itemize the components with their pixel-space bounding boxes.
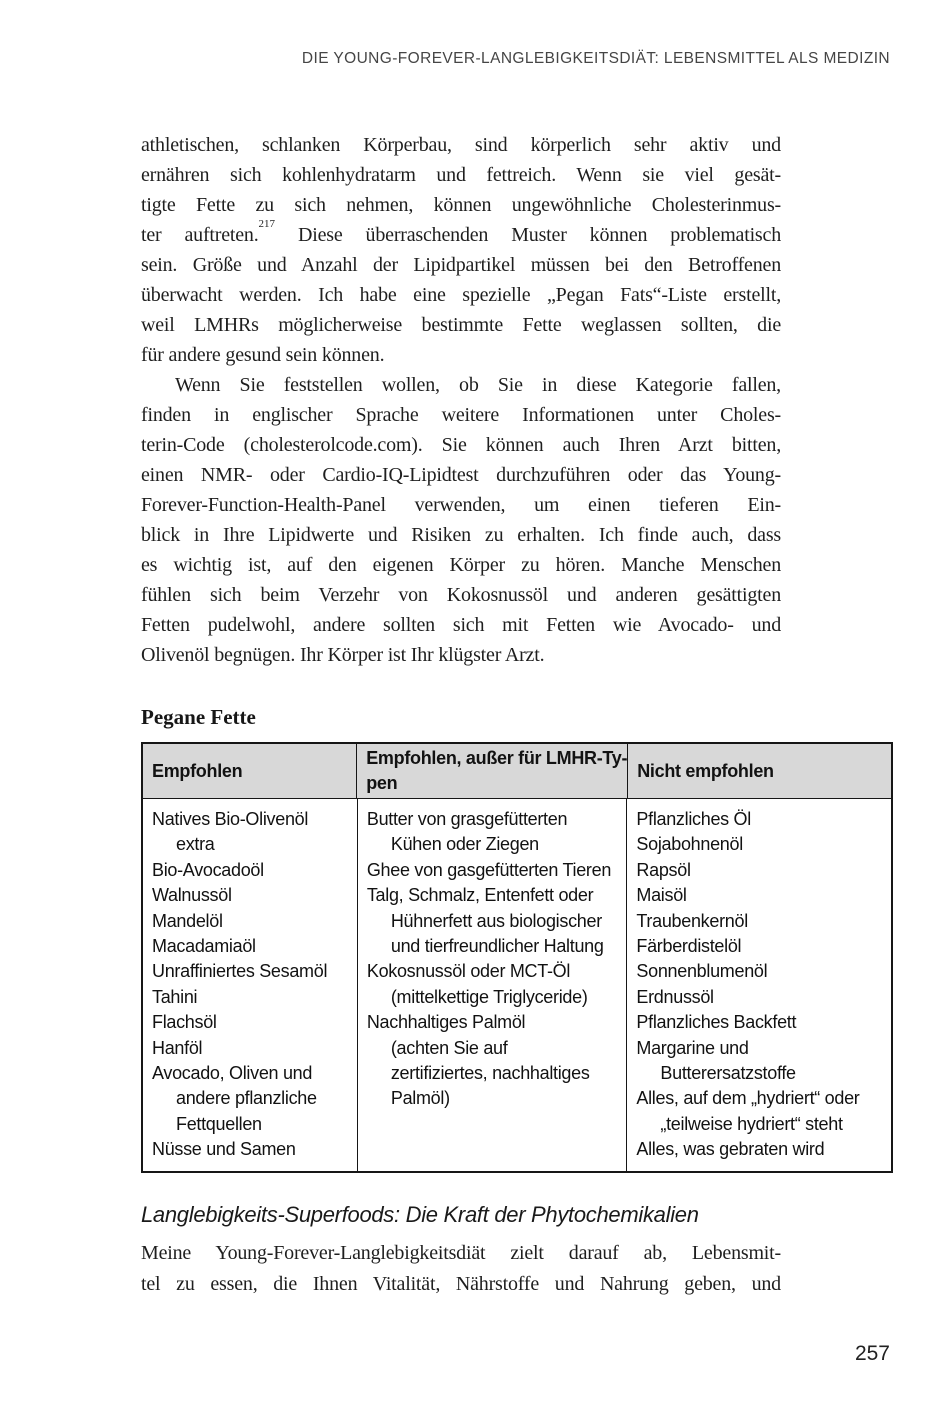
table-item-line: Macadamiaöl [152,936,256,957]
table-item-line: Alles, auf dem „hydriert“ oder [636,1088,860,1109]
table-item-line: (achten Sie auf [390,1037,508,1058]
table-item-line: Natives Bio-Olivenöl [152,809,309,829]
table-item-line: Hanföl [152,1037,203,1058]
body-paragraph [141,130,781,370]
table-header-line: pen [366,773,398,793]
paragraph-line: einen NMR- oder Cardio-IQ-Lipidtest durchzuführen oder das Young- [141,464,781,486]
paragraph-line: sein. Größe und Anzahl der Lipidpartikel müssen bei den Betroffenen [141,254,781,276]
table-item-line: Unraffiniertes Sesamöl [152,961,328,982]
table-item-line: Walnussöl [152,885,232,906]
paragraph-line: Olivenöl begnügen. Ihr Körper ist Ihr klügster Arzt. [141,644,545,666]
table-item-line: Fettquellen [176,1113,262,1134]
table-item-line: Erdnussöl [636,986,714,1007]
table-header-cell [357,744,628,799]
table-header-line: Empfohlen, außer für LMHR-Ty- [366,748,628,768]
paragraph-line: Forever-Function-Health-Panel verwenden, um einen tieferen Ein- [141,494,781,516]
table-item-line: Traubenkernöl [636,910,748,931]
paragraph-line: terin-Code (cholesterolcode.com). Sie können auch Ihren Arzt bitten, [141,434,781,456]
table-header-cell [143,744,357,799]
table-header-cell [628,744,891,799]
paragraph-line: für andere gesund sein können. [141,344,385,366]
table-item-line: Färberdistelöl [636,936,742,957]
table-body-row [143,799,891,1171]
paragraph-line: tel zu essen, die Ihnen Vitalität, Nährstoffe und Nahrung geben, und [141,1273,781,1295]
paragraph-line: überwacht werden. Ich habe eine spezielle „Pegan Fats“-Liste erstellt, [141,284,781,306]
paragraph-line: ernähren sich kohlenhydratarm und fettreich. Wenn sie viel gesät- [141,164,781,186]
table-item-line: Margarine und [636,1037,749,1058]
paragraph-line: finden in englischer Sprache weitere Informationen unter Choles- [141,404,781,426]
paragraph-line: Fetten pudelwohl, andere sollten sich mit Fetten wie Avocado- und [141,614,781,636]
table-item-line: Ghee von gasgefütterten Tieren [366,859,612,880]
table-item-line: extra [176,834,215,855]
table-header-row [143,744,891,799]
paragraph-line: Meine Young-Forever-Langlebigkeitsdiät zielt darauf ab, Lebensmit- [141,1242,781,1264]
table-item-line: Sojabohnenöl [636,834,743,855]
table-item-line: zertifiziertes, nachhaltiges [390,1063,590,1084]
table-item-line: Avocado, Oliven und [152,1063,313,1084]
table-item-line: Nüsse und Samen [152,1139,296,1160]
body-text [141,130,781,670]
table-title: Pegane Fette [141,705,256,729]
table-item-line: Kühen oder Ziegen [390,834,539,855]
table-body-cell [627,799,891,1171]
table-item-line: Bio-Avocadoöl [152,859,264,880]
footnote-reference: 217 [258,218,276,231]
table-item-line: Mandelöl [152,910,223,931]
table-item-line: Sonnenblumenöl [636,961,768,982]
paragraph-line: weil LMHRs möglicherweise bestimmte Fette weglassen sollten, die [141,314,781,336]
section-paragraph [141,1238,781,1300]
pegane-fette-table [141,742,893,1173]
line-text: Diese überraschenden Muster können problematisch [275,224,781,246]
table-item-line: Butter von grasgefütterten [366,809,568,829]
running-header: DIE YOUNG-FOREVER-LANGLEBIGKEITSDIÄT: LEBENSMITTEL ALS MEDIZIN [301,50,890,67]
page-number: 257 [854,1342,890,1365]
paragraph-line: athletischen, schlanken Körperbau, sind körperlich sehr aktiv und [141,134,781,156]
table-item-line: Rapsöl [636,859,691,880]
table-body-cell [358,799,628,1171]
table-item-line: Flachsöl [152,1012,217,1033]
table-item-line: und tierfreundlicher Haltung [390,936,604,957]
paragraph-line: blick in Ihre Lipidwerte und Risiken zu erhalten. Ich finde auch, dass [141,524,781,546]
table-item-line: Pflanzliches Backfett [636,1012,797,1033]
paragraph-line: es wichtig ist, auf den eigenen Körper zu hören. Manche Menschen [141,554,781,576]
table-item-line: Palmöl) [390,1088,450,1109]
table-body-cell [143,799,358,1171]
table-item-line: andere pflanzliche [176,1088,317,1109]
paragraph-line: tigte Fette zu sich nehmen, können ungewöhnliche Cholesterinmus- [141,194,781,216]
table-item-line: Pflanzliches Öl [636,809,751,829]
paragraph-line: fühlen sich beim Verzehr von Kokosnussöl und anderen gesättigten [141,584,781,606]
paragraph-line: Wenn Sie feststellen wollen, ob Sie in diese Kategorie fallen, [175,374,781,396]
section-heading: Langlebigkeits-Superfoods: Die Kraft der Phytochemikalien [141,1202,699,1227]
table-item-line: Maisöl [636,885,687,906]
table-item-line: (mittelkettige Triglyceride) [390,986,588,1007]
table-item-line: Talg, Schmalz, Entenfett oder [366,885,594,906]
table-item-line: Kokosnussöl oder MCT-Öl [366,961,571,982]
table-item-line: Hühnerfett aus biologischer [390,910,602,931]
table-item-line: Butterersatzstoffe [660,1063,796,1084]
table-item-line: Nachhaltiges Palmöl [366,1012,526,1033]
table-header-line: Nicht empfohlen [637,760,774,781]
line-text: ter auftreten. [141,224,259,246]
table-item-line: „teilweise hydriert“ steht [660,1113,843,1134]
paragraph-line [141,220,781,250]
body-paragraph [141,370,781,670]
table-item-line: Alles, was gebraten wird [636,1139,825,1160]
table-header-line: Empfohlen [152,760,243,781]
table-item-line: Tahini [152,986,198,1007]
